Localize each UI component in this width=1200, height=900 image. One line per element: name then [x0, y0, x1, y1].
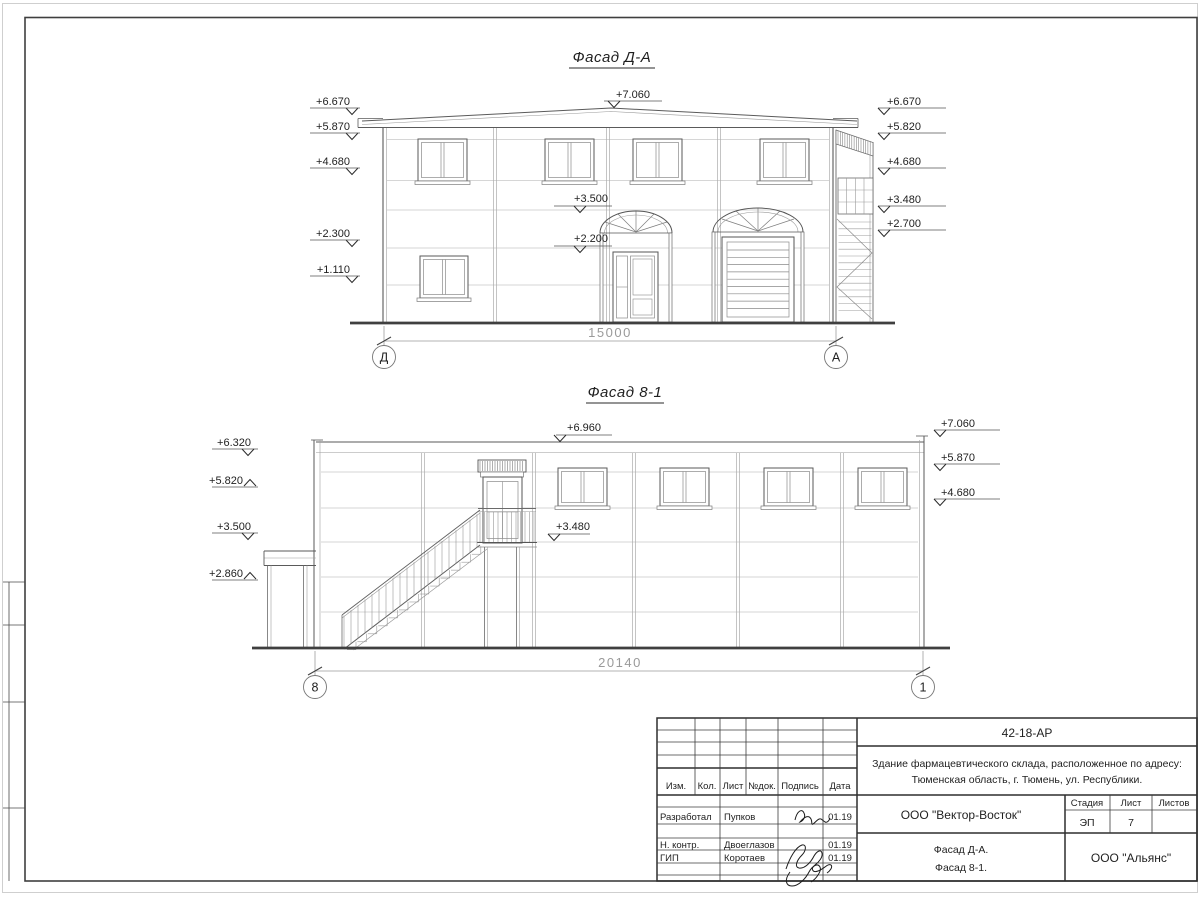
- elevation-label: +6.670: [316, 96, 350, 108]
- elevation-marks-left: [310, 96, 360, 283]
- tb-date: 01.19: [828, 853, 852, 864]
- tb-project-line1: Здание фармацевтического склада, расположенное по адресу:: [872, 758, 1182, 770]
- elevation-label: +6.320: [217, 437, 251, 449]
- elevation-label: +4.680: [316, 156, 350, 168]
- stair-tower: [836, 130, 873, 322]
- elevation-label: +5.820: [887, 121, 921, 133]
- axis-bubble-8: [304, 676, 327, 699]
- elevation-label: +3.480: [887, 194, 921, 206]
- stair-door: [477, 460, 537, 647]
- elevation-label: +6.670: [887, 96, 921, 108]
- axis-bubble-a: [825, 346, 848, 369]
- tb-role: Разработал: [660, 812, 712, 823]
- elevation-label: +3.500: [574, 193, 608, 205]
- elevation-label: +4.680: [941, 487, 975, 499]
- stair-steps: [347, 546, 481, 649]
- tb-role: Н. контр.: [660, 840, 700, 851]
- elevation-mark-peak: [604, 89, 662, 108]
- elevation-label: +6.960: [567, 422, 601, 434]
- elevation-label: +2.860: [209, 568, 243, 580]
- tb-client: ООО "Альянс": [1090, 851, 1172, 865]
- window: [417, 256, 471, 302]
- tb-col-izm: Изм.: [665, 781, 687, 792]
- elevation-marks-right: [878, 96, 946, 237]
- elevation-label: +4.680: [887, 156, 921, 168]
- tb-date: 01.19: [828, 812, 852, 823]
- dimension-da: [377, 325, 843, 346]
- tb-col-kol: Кол.: [697, 781, 717, 792]
- facade-81-drawing: [209, 384, 1000, 699]
- axis-bubble-1: [912, 676, 935, 699]
- axis-bubble-d: [373, 346, 396, 369]
- axis-label: 8: [311, 680, 319, 695]
- elevation-label: +2.200: [574, 233, 608, 245]
- tb-subject-line2: Фасад 8-1.: [934, 862, 988, 874]
- tb-doc-number: 42-18-АР: [1001, 726, 1053, 740]
- elevation-mark-top: [554, 422, 612, 442]
- tb-name: Пупков: [724, 812, 756, 823]
- porch: [264, 551, 316, 647]
- elevation-label: +2.700: [887, 218, 921, 230]
- elevation-label: +2.300: [316, 228, 350, 240]
- elevation-label: +7.060: [616, 89, 650, 101]
- facade-81-title: Фасад 8-1: [587, 384, 663, 401]
- facade-da-drawing: [310, 49, 946, 369]
- stair-balusters: [344, 514, 477, 649]
- axis-label: 1: [919, 680, 927, 695]
- tb-name: Коротаев: [724, 853, 766, 864]
- entrance-door: [600, 211, 672, 322]
- tb-project-line2: Тюменская область, г. Тюмень, ул. Республики.: [911, 774, 1143, 786]
- tb-col-ndok: №док.: [748, 781, 776, 792]
- window: [415, 139, 812, 185]
- staircase: [342, 510, 487, 650]
- elevation-label: +1.110: [316, 264, 350, 276]
- elevation-mark-center: [548, 521, 590, 541]
- tb-sheet-value: 7: [1128, 817, 1134, 829]
- tb-col-list: Лист: [722, 781, 744, 792]
- dimension-81: [308, 651, 930, 676]
- tb-name: Двоеглазов: [724, 840, 775, 851]
- tb-sheet-label: Лист: [1120, 798, 1142, 809]
- tb-sheets-label: Листов: [1158, 798, 1190, 809]
- elevation-label: +5.870: [941, 452, 975, 464]
- gate: [712, 208, 804, 322]
- axis-label: Д: [379, 350, 389, 365]
- title-block: [657, 718, 1197, 886]
- elevation-label: +5.870: [316, 121, 350, 133]
- tb-subject-line1: Фасад Д-А.: [933, 844, 989, 856]
- facade-da-title: Фасад Д-А: [572, 49, 652, 66]
- tower-hatch: [838, 131, 870, 156]
- axis-label: А: [831, 350, 841, 365]
- dimension-label: 15000: [588, 325, 632, 340]
- side-stamp-boxes: [3, 582, 25, 881]
- panel-joints: [321, 472, 918, 612]
- elevation-label: +3.500: [217, 521, 251, 533]
- tb-stage-value: ЭП: [1079, 817, 1095, 829]
- elevation-label: +7.060: [941, 418, 975, 430]
- elevation-marks-left: [209, 437, 258, 580]
- elevation-marks-center: [554, 193, 612, 253]
- panel-seams: [493, 128, 720, 322]
- tb-stage-label: Стадия: [1070, 798, 1104, 809]
- tb-col-podpis: Подпись: [781, 781, 819, 792]
- tower-steps: [839, 222, 872, 310]
- elevation-marks-right: [934, 418, 1000, 506]
- window: [555, 468, 910, 510]
- tb-col-data: Дата: [829, 781, 851, 792]
- elevation-label: +3.480: [556, 521, 590, 533]
- tb-role: ГИП: [660, 853, 679, 864]
- elevation-label: +5.820: [209, 475, 243, 487]
- dimension-label: 20140: [598, 655, 642, 670]
- tb-date: 01.19: [828, 840, 852, 851]
- tb-org: ООО "Вектор-Восток": [900, 808, 1022, 822]
